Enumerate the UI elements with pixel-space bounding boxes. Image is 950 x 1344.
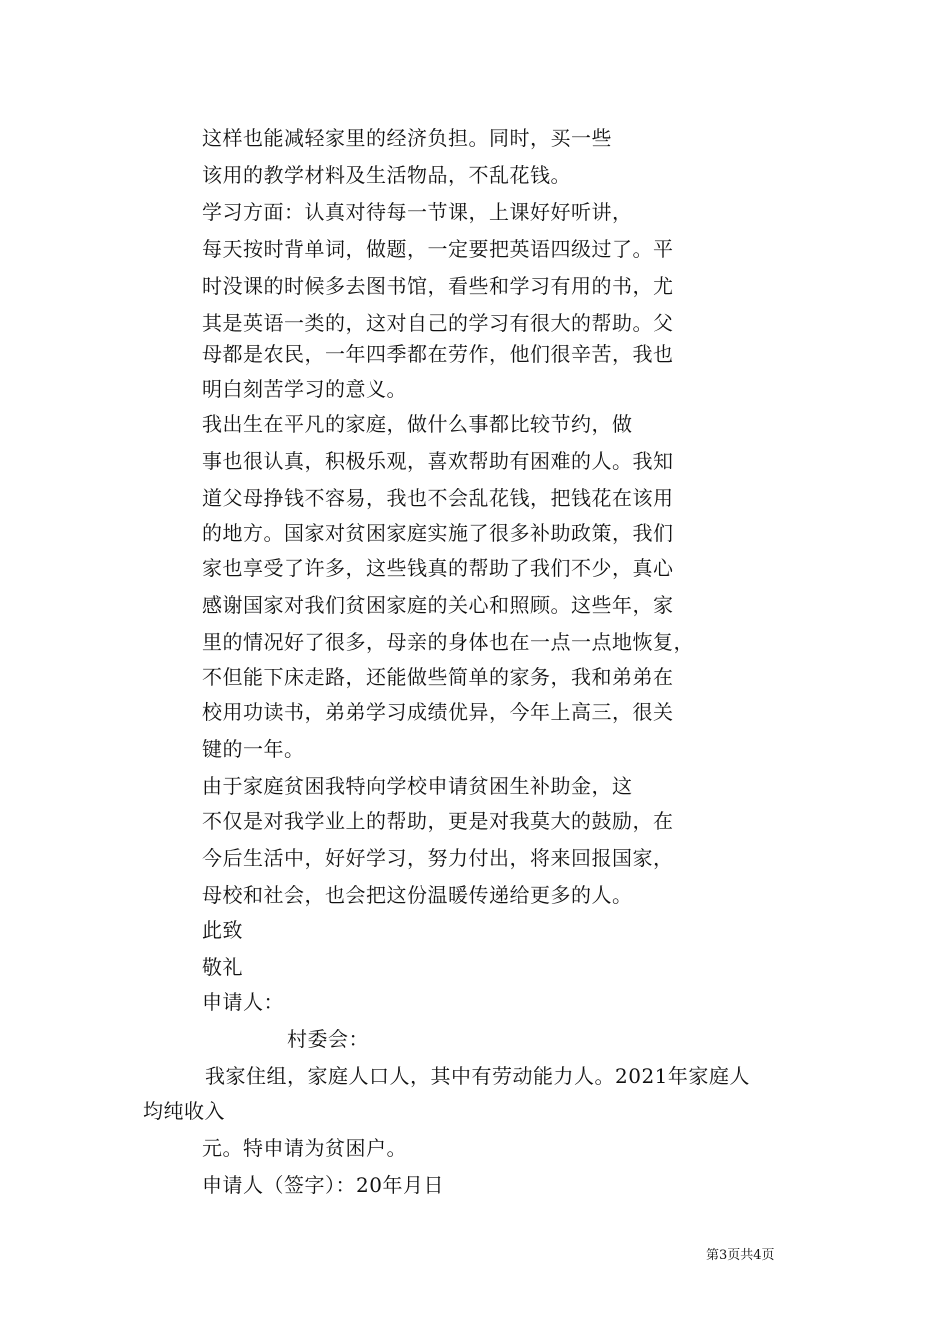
closing-salutation: 此致 [202,918,243,942]
text-line: 明白刻苦学习的意义。 [202,377,407,401]
text-line: 母校和社会，也会把这份温暖传递给更多的人。 [202,883,633,907]
signature-date-line: 申请人（签字）：20年月日 [202,1173,444,1197]
text-line: 校用功读书，弟弟学习成绩优异，今年上高三，很关 [202,700,674,724]
text-line: 不仅是对我学业上的帮助，更是对我莫大的鼓励，在 [202,809,674,833]
text-line: 元。特申请为贫困户。 [202,1136,407,1160]
text-line: 我出生在平凡的家庭，做什么事都比较节约，做 [202,412,633,436]
text-line: 道父母挣钱不容易，我也不会乱花钱，把钱花在该用 [202,486,674,510]
applicant-label: 申请人： [202,990,284,1014]
text-line: 感谢国家对我们贫困家庭的关心和照顾。这些年，家 [202,593,674,617]
text-line: 键的一年。 [202,737,305,761]
text-line: 时没课的时候多去图书馆，看些和学习有用的书，尤 [202,274,674,298]
text-line: 的地方。国家对贫困家庭实施了很多补助政策，我们 [202,521,674,545]
addressee-village-committee: 村委会： [287,1027,369,1051]
closing-regards: 敬礼 [202,955,243,979]
text-line: 每天按时背单词，做题，一定要把英语四级过了。平 [202,237,674,261]
text-line: 由于家庭贫困我特向学校申请贫困生补助金，这 [202,774,633,798]
text-line: 里的情况好了很多，母亲的身体也在一点一点地恢复， [202,630,694,654]
page-number: 第3页共4页 [706,1248,775,1263]
text-line: 事也很认真，积极乐观，喜欢帮助有困难的人。我知 [202,449,674,473]
text-line: 该用的教学材料及生活物品，不乱花钱。 [202,163,571,187]
text-line: 今后生活中，好好学习，努力付出，将来回报国家， [202,846,674,870]
text-line: 母都是农民，一年四季都在劳作，他们很辛苦，我也 [202,342,674,366]
text-line: 家也享受了许多，这些钱真的帮助了我们不少，真心 [202,556,674,580]
text-line: 我家住组，家庭人口人，其中有劳动能力人。2021年家庭人 [205,1064,750,1088]
text-line: 其是英语一类的，这对自己的学习有很大的帮助。父 [202,311,674,335]
text-line: 均纯收入 [143,1099,225,1123]
text-line: 不但能下床走路，还能做些简单的家务，我和弟弟在 [202,665,674,689]
text-line: 这样也能减轻家里的经济负担。同时，买一些 [202,126,612,150]
text-line: 学习方面：认真对待每一节课，上课好好听讲， [202,200,633,224]
